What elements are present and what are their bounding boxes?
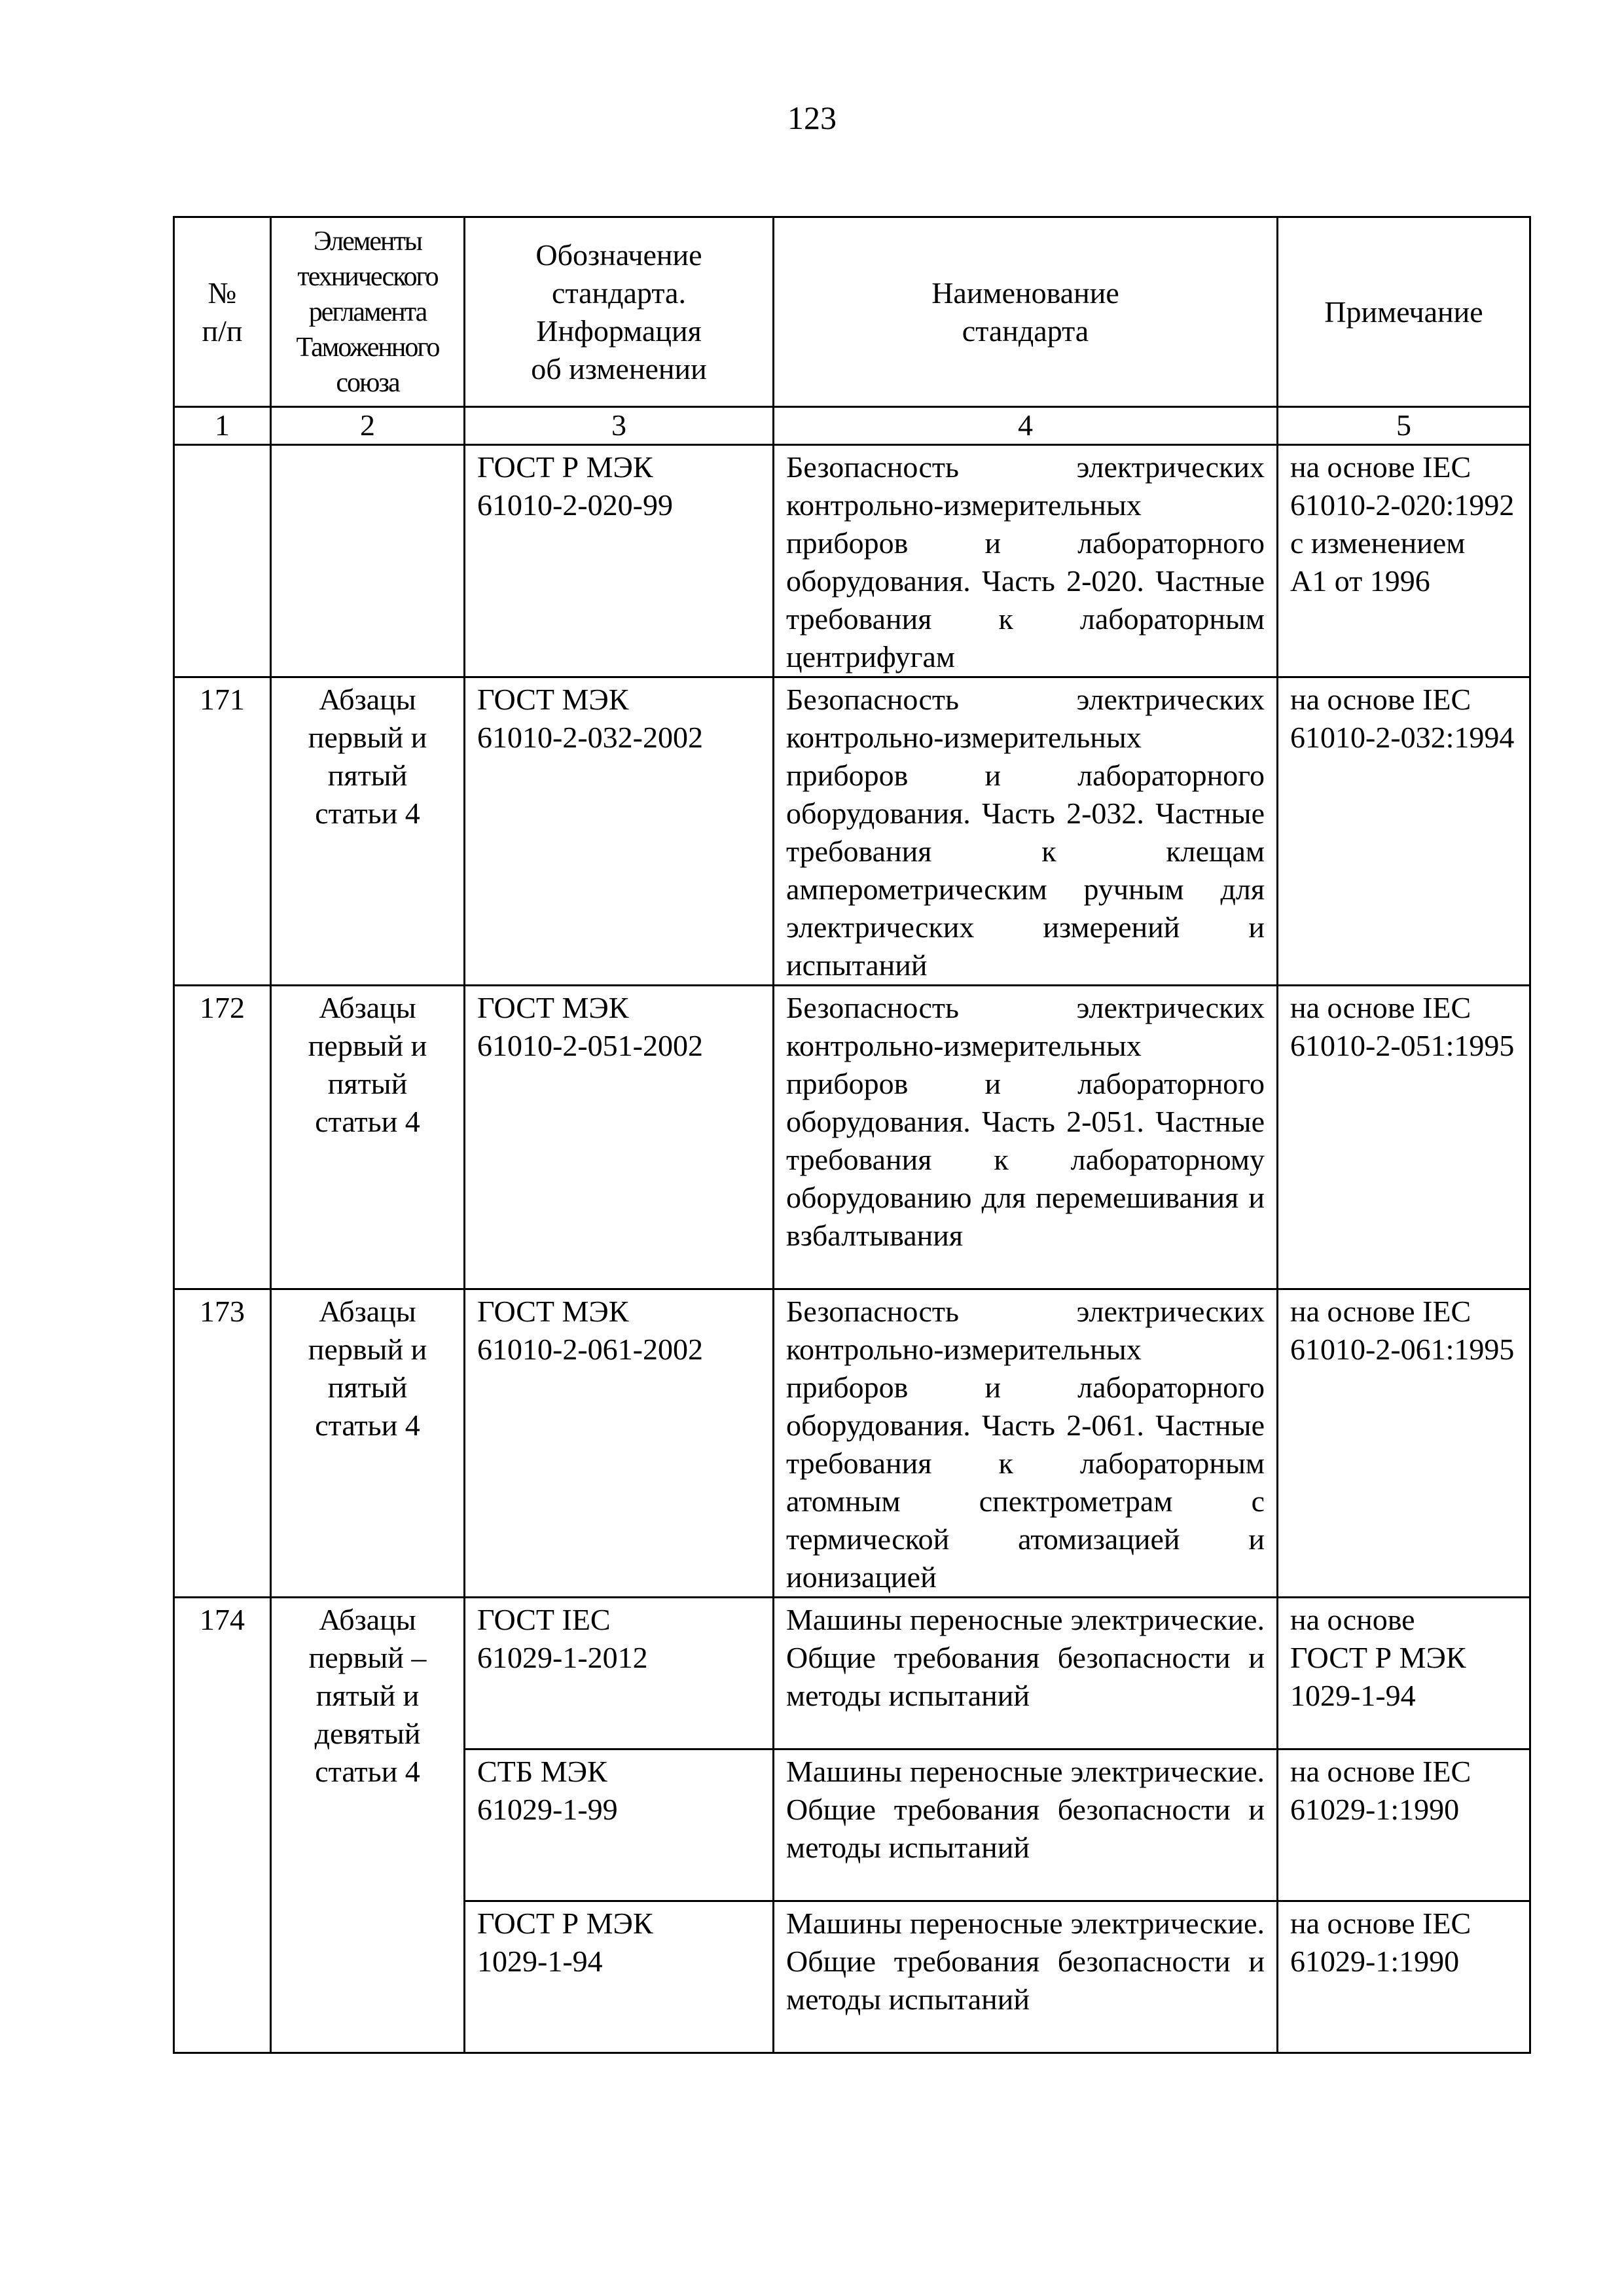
row-designation: ГОСТ МЭК 61010-2-061-2002: [465, 1289, 774, 1598]
column-number-2: 2: [271, 407, 465, 445]
table-row: [174, 1598, 1530, 1749]
table-row: [174, 445, 1530, 677]
row-note: на основе IEC 61010-2-032:1994: [1278, 677, 1530, 986]
row-note: на основе IEC 61029-1:1990: [1278, 1749, 1530, 1901]
row-designation: ГОСТ МЭК 61010-2-051-2002: [465, 986, 774, 1289]
header-number: № п/п: [174, 217, 271, 407]
header-note: Примечание: [1278, 217, 1530, 407]
row-standard-name: Безопасность электрических контрольно-измерительных приборов и лабораторного оборудования. Часть 2-032. Частные требования к клещам амперометрическим ручным для электрических измерений и испытаний: [774, 677, 1278, 986]
row-elements: [271, 445, 465, 677]
row-designation: ГОСТ МЭК 61010-2-032-2002: [465, 677, 774, 986]
row-standard-name: Машины переносные электрические. Общие требования безопасности и методы испытаний: [774, 1901, 1278, 2053]
row-elements: Абзацы первый и пятый статьи 4: [271, 677, 465, 986]
table-header-row: [174, 217, 1530, 407]
row-note: на основе IEC 61010-2-061:1995: [1278, 1289, 1530, 1598]
row-note: на основе ГОСТ Р МЭК 1029-1-94: [1278, 1598, 1530, 1749]
row-designation: ГОСТ Р МЭК 1029-1-94: [465, 1901, 774, 2053]
row-standard-name: Безопасность электрических контрольно-измерительных приборов и лабораторного оборудования. Часть 2-020. Частные требования к лабораторным центрифугам: [774, 445, 1278, 677]
header-designation: Обозначение стандарта. Информация об изменении: [465, 217, 774, 407]
row-elements: Абзацы первый и пятый статьи 4: [271, 1289, 465, 1598]
row-note: на основе IEC 61029-1:1990: [1278, 1901, 1530, 2053]
row-note: на основе IEC 61010-2-020:1992 с изменением А1 от 1996: [1278, 445, 1530, 677]
row-designation: ГОСТ Р МЭК 61010-2-020-99: [465, 445, 774, 677]
table-row: [174, 677, 1530, 986]
row-number: 173: [174, 1289, 271, 1598]
column-number-3: 3: [465, 407, 774, 445]
column-numbers-row: [174, 407, 1530, 445]
header-name: Наименование стандарта: [774, 217, 1278, 407]
header-elements: Элементы технического регламента Таможенного союза: [271, 217, 465, 407]
column-number-1: 1: [174, 407, 271, 445]
row-standard-name: Безопасность электрических контрольно-измерительных приборов и лабораторного оборудования. Часть 2-061. Частные требования к лабораторным атомным спектрометрам с термической атомизацией и ионизацией: [774, 1289, 1278, 1598]
row-standard-name: Машины переносные электрические. Общие требования безопасности и методы испытаний: [774, 1749, 1278, 1901]
row-number: 171: [174, 677, 271, 986]
standards-table: [173, 216, 1531, 2054]
row-designation: СТБ МЭК 61029-1-99: [465, 1749, 774, 1901]
table-row: [174, 1289, 1530, 1598]
row-elements: Абзацы первый – пятый и девятый статьи 4: [271, 1598, 465, 2053]
row-standard-name: Машины переносные электрические. Общие требования безопасности и методы испытаний: [774, 1598, 1278, 1749]
row-number: [174, 445, 271, 677]
row-number: 174: [174, 1598, 271, 2053]
row-designation: ГОСТ IEC 61029-1-2012: [465, 1598, 774, 1749]
row-standard-name: Безопасность электрических контрольно-измерительных приборов и лабораторного оборудования. Часть 2-051. Частные требования к лабораторному оборудованию для перемешивания и взбалтывания: [774, 986, 1278, 1289]
row-elements: Абзацы первый и пятый статьи 4: [271, 986, 465, 1289]
row-note: на основе IEC 61010-2-051:1995: [1278, 986, 1530, 1289]
column-number-5: 5: [1278, 407, 1530, 445]
row-number: 172: [174, 986, 271, 1289]
table-row: [174, 986, 1530, 1289]
page-number: 123: [787, 99, 837, 136]
column-number-4: 4: [774, 407, 1278, 445]
